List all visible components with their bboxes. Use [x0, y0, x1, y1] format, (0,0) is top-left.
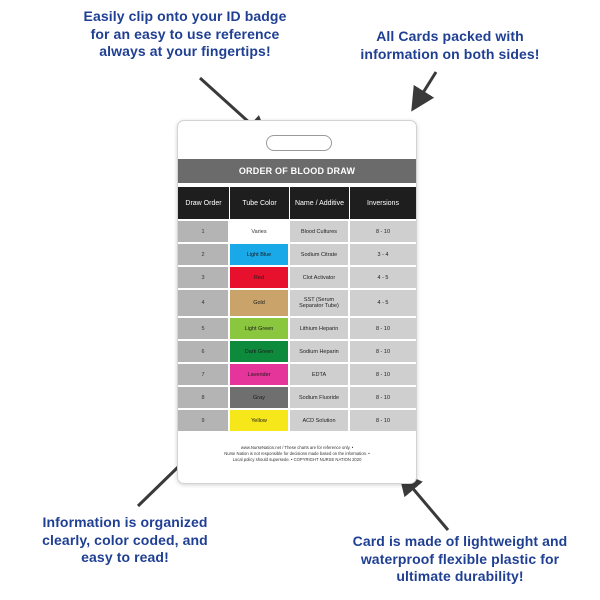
- blood-draw-table: [178, 185, 416, 433]
- additive-cell: Lithium Heparin: [290, 318, 350, 339]
- table-row: [178, 290, 416, 316]
- footer-line: Nurse Nation is not responsible for decisions made based on the information. •: [224, 451, 370, 456]
- footer-line: Local policy should supersede. • COPYRIGHT NURSE NATION 2020: [232, 457, 362, 462]
- inversions-cell: 8 - 10: [350, 364, 416, 385]
- tube-color-cell: Dark Green: [230, 341, 290, 362]
- tube-color-cell: Yellow: [230, 410, 290, 431]
- tube-color-cell: Gray: [230, 387, 290, 408]
- callout-line: Card is made of lightweight and: [352, 533, 568, 549]
- inversions-cell: 3 - 4: [350, 244, 416, 265]
- draw-order-cell: 9: [178, 410, 230, 431]
- clip-slot: [266, 135, 332, 151]
- additive-cell: Sodium Citrate: [290, 244, 350, 265]
- draw-order-cell: 6: [178, 341, 230, 362]
- table-row: [178, 318, 416, 339]
- table-row: [178, 244, 416, 265]
- table-row: [178, 410, 416, 431]
- inversions-cell: 4 - 5: [350, 290, 416, 316]
- additive-cell: Sodium Fluoride: [290, 387, 350, 408]
- footer-line: www.NurseNation.net / These charts are for reference only. •: [240, 445, 354, 450]
- callout-line: easy to read!: [81, 549, 169, 565]
- callout-line: always at your fingertips!: [99, 43, 271, 59]
- table-row: [178, 341, 416, 362]
- inversions-cell: 8 - 10: [350, 318, 416, 339]
- callout-line: information on both sides!: [360, 45, 540, 62]
- tube-color-cell: Lavender: [230, 364, 290, 385]
- draw-order-cell: 8: [178, 387, 230, 408]
- draw-order-cell: 5: [178, 318, 230, 339]
- tube-color-cell: Red: [230, 267, 290, 288]
- additive-cell: Sodium Heparin: [290, 341, 350, 362]
- table-row: [178, 387, 416, 408]
- header-name-additive: Name / Additive: [290, 187, 350, 219]
- additive-cell: SST (Serum Separator Tube): [290, 290, 350, 316]
- tube-color-cell: Light Green: [230, 318, 290, 339]
- callout-line: waterproof flexible plastic for: [360, 550, 560, 567]
- header-inversions: Inversions: [350, 187, 416, 219]
- additive-cell: Blood Cultures: [290, 221, 350, 242]
- additive-cell: EDTA: [290, 364, 350, 385]
- header-draw-order: Draw Order: [178, 187, 230, 219]
- callout-line: Easily clip onto your ID badge: [83, 8, 287, 24]
- draw-order-cell: 1: [178, 221, 230, 242]
- table-row: [178, 364, 416, 385]
- draw-order-cell: 2: [178, 244, 230, 265]
- draw-order-cell: 3: [178, 267, 230, 288]
- inversions-cell: 8 - 10: [350, 221, 416, 242]
- draw-order-cell: 7: [178, 364, 230, 385]
- callout-line: All Cards packed with: [376, 28, 524, 44]
- inversions-cell: 8 - 10: [350, 410, 416, 431]
- card-footer-disclaimer: [192, 445, 402, 463]
- arrow-to-card-corner: [416, 72, 436, 104]
- callout-line: Information is organized: [42, 514, 208, 530]
- callout-line: clearly, color coded, and: [42, 531, 208, 548]
- callout-line: ultimate durability!: [396, 568, 524, 584]
- tube-color-cell: Gold: [230, 290, 290, 316]
- additive-cell: ACD Solution: [290, 410, 350, 431]
- badge-card: [177, 120, 417, 484]
- inversions-cell: 4 - 5: [350, 267, 416, 288]
- header-tube-color: Tube Color: [230, 187, 290, 219]
- table-header-row: [178, 187, 416, 219]
- table-row: [178, 221, 416, 242]
- draw-order-cell: 4: [178, 290, 230, 316]
- tube-color-cell: Varies: [230, 221, 290, 242]
- inversions-cell: 8 - 10: [350, 387, 416, 408]
- tube-color-cell: Light Blue: [230, 244, 290, 265]
- card-title: ORDER OF BLOOD DRAW: [178, 159, 416, 183]
- table-row: [178, 267, 416, 288]
- arrow-to-card-edge: [404, 478, 448, 530]
- callout-line: for an easy to use reference: [90, 25, 280, 42]
- additive-cell: Clot Activator: [290, 267, 350, 288]
- inversions-cell: 8 - 10: [350, 341, 416, 362]
